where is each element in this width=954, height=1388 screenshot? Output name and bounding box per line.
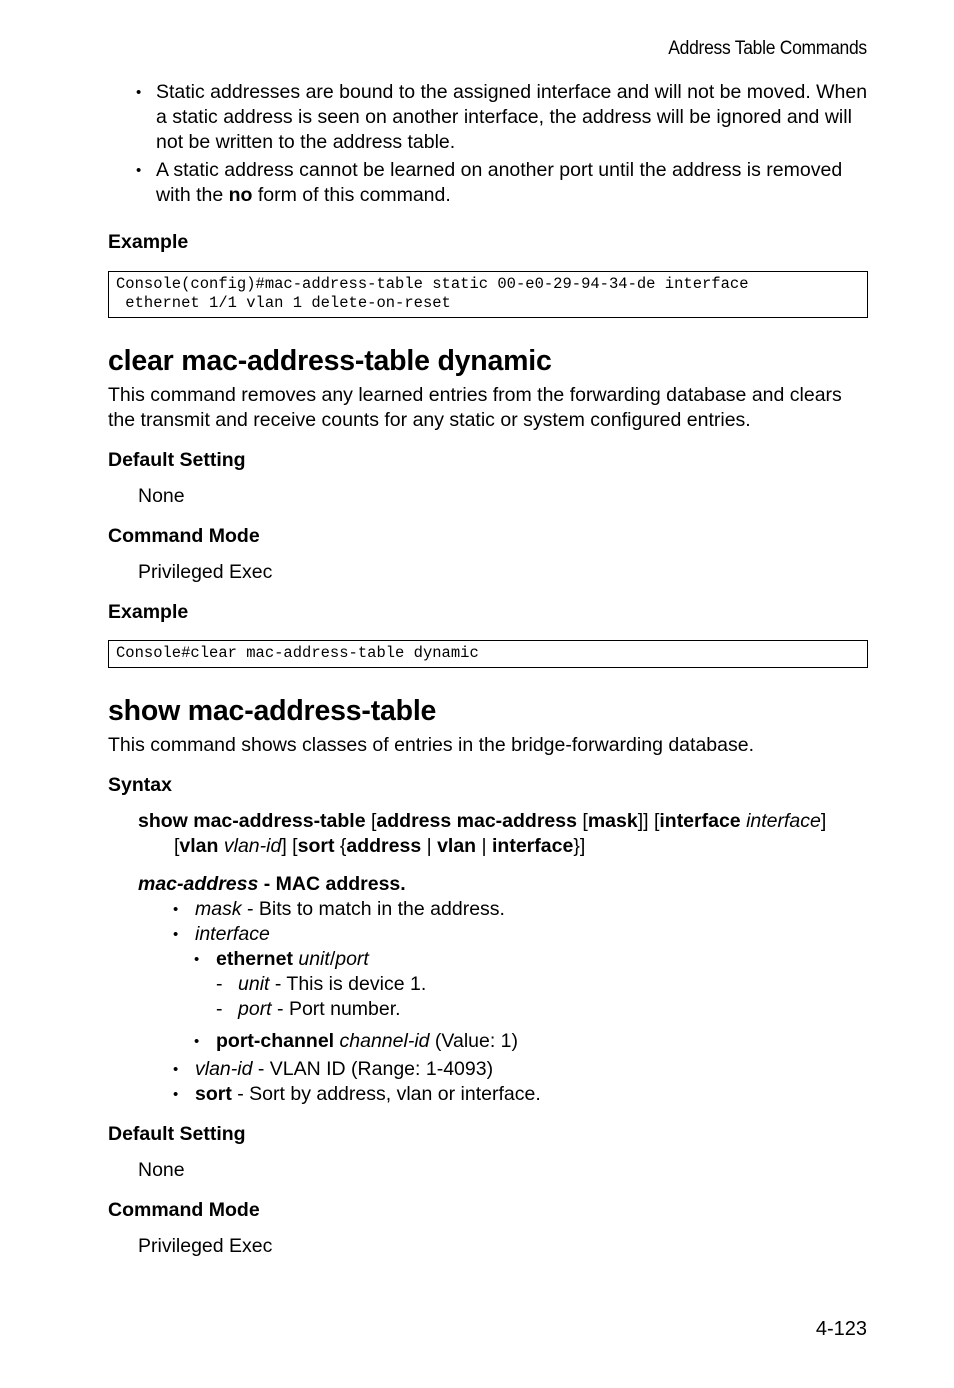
param-port-channel: • port-channel channel-id (Value: 1): [108, 1029, 868, 1054]
running-header: Address Table Commands: [668, 38, 867, 59]
param-port: - port - Port number.: [108, 997, 868, 1022]
syntax-line: [vlan vlan-id] [sort {address | vlan | interface}]: [174, 835, 586, 857]
default-setting-value: None: [138, 1159, 185, 1181]
example-label: Example: [108, 601, 189, 623]
param-interface: • interface: [108, 922, 868, 947]
section-title-clear: clear mac-address-table dynamic: [108, 345, 552, 377]
param-mac-address: mac-address - MAC address.: [138, 873, 406, 895]
default-setting-value: None: [138, 485, 185, 507]
example-code-block: Console(config)#mac-address-table static 00-e0-29-94-34-de interface ethernet 1/1 vlan 1 delete-on-reset: [108, 271, 868, 318]
command-mode-label: Command Mode: [108, 525, 260, 547]
intro-bullet-list: [108, 80, 868, 208]
syntax-line: show mac-address-table [address mac-address [mask]] [interface interface]: [138, 810, 827, 832]
section-description-clear: This command removes any learned entries from the forwarding database and clears the transmit and receive counts for any static or system configured entries.: [108, 384, 842, 431]
section-title-show: show mac-address-table: [108, 695, 437, 727]
param-ethernet: • ethernet unit/port: [108, 947, 868, 972]
command-mode-label: Command Mode: [108, 1199, 260, 1221]
param-unit: - unit - This is device 1.: [108, 972, 868, 997]
syntax-label: Syntax: [108, 774, 172, 796]
param-vlan-id: • vlan-id - VLAN ID (Range: 1-4093): [108, 1057, 868, 1082]
param-mask: • mask - Bits to match in the address.: [108, 897, 868, 922]
syntax-block: [108, 809, 868, 859]
default-setting-label: Default Setting: [108, 449, 246, 471]
intro-bullet: • Static addresses are bound to the assigned interface and will not be moved. When a static address is seen on another interface, the address will be ignored and will not be written to the address table.: [138, 80, 868, 155]
section-description-show: This command shows classes of entries in the bridge-forwarding database.: [108, 734, 754, 756]
command-mode-value: Privileged Exec: [138, 1235, 273, 1257]
param-list: [108, 897, 868, 1107]
command-mode-value: Privileged Exec: [138, 561, 273, 583]
example-code-block: Console#clear mac-address-table dynamic: [108, 640, 868, 668]
page-number: 4-123: [815, 1318, 867, 1340]
default-setting-label: Default Setting: [108, 1123, 246, 1145]
param-sort: • sort - Sort by address, vlan or interface.: [108, 1082, 868, 1107]
example-label: Example: [108, 231, 189, 253]
page-content: [108, 80, 868, 1259]
intro-bullet: • A static address cannot be learned on another port until the address is removed with the no form of this command.: [138, 158, 868, 208]
